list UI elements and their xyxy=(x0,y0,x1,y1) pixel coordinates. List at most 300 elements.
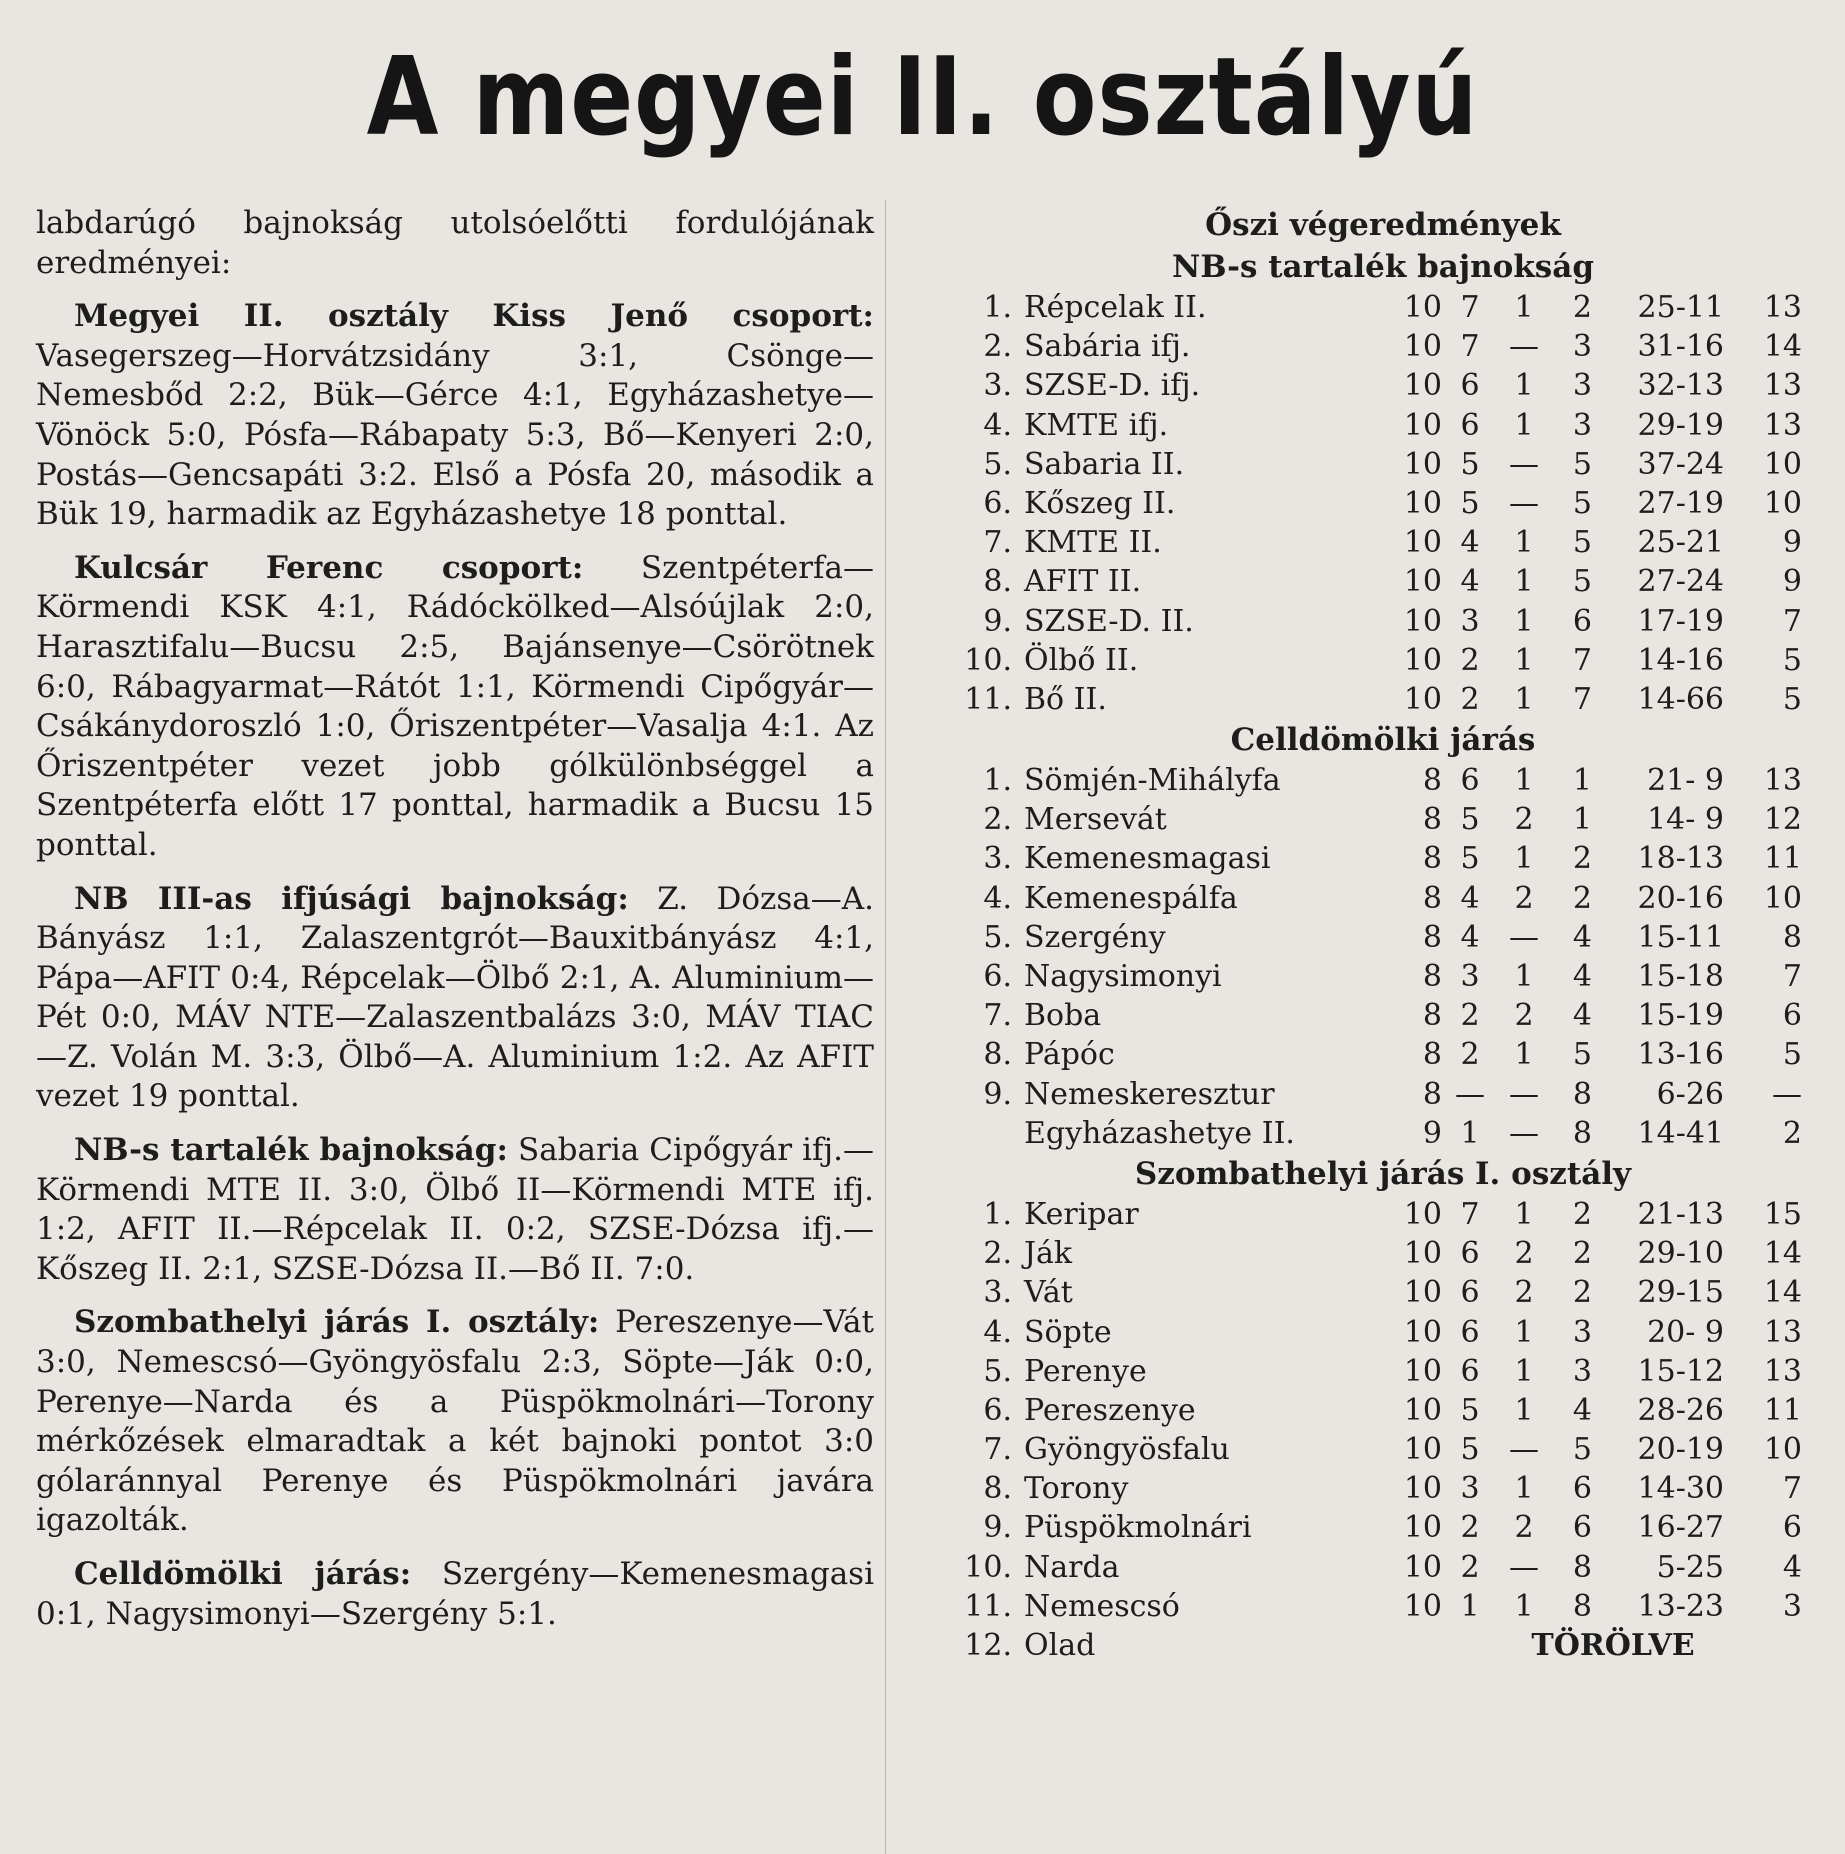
article-paragraph xyxy=(36,204,874,283)
cell-l: 2 xyxy=(1572,880,1592,916)
cell-goals: 29-19 xyxy=(1637,407,1724,443)
paragraph-text: Pereszenye—Vát 3:0, Nemescsó—Gyöngyösfalu 2:3, Söpte—Ják 0:0, Perenye—Narda és a Püspökmolnári—Torony mérkőzések elmaradtak a két bajnoki pontot 3:0 gólaránnyal Perenye és Püspökmolnári javára igazolták. xyxy=(36,1304,874,1539)
cell-m: 10 xyxy=(1403,1432,1442,1468)
table-row xyxy=(948,523,1818,562)
cell-w: 6 xyxy=(1460,763,1480,799)
cell-w: 2 xyxy=(1460,1510,1480,1546)
cell-note: TÖRÖLVE xyxy=(1531,1628,1695,1663)
cell-w: 2 xyxy=(1460,1549,1480,1585)
cell-d: — xyxy=(1509,1549,1539,1585)
cell-rank: 4. xyxy=(983,1314,1012,1350)
table-row xyxy=(948,1234,1818,1273)
cell-team: Ölbő II. xyxy=(1024,642,1139,678)
cell-rank: 4. xyxy=(983,407,1012,443)
cell-m: 8 xyxy=(1422,919,1442,955)
article-paragraph xyxy=(36,549,874,866)
cell-l: 6 xyxy=(1572,1510,1592,1546)
cell-rank: 7. xyxy=(983,1432,1012,1468)
cell-l: 2 xyxy=(1572,1196,1592,1232)
cell-goals: 14-30 xyxy=(1637,1471,1724,1507)
paragraph-heading: Kulcsár Ferenc csoport: xyxy=(74,549,584,586)
cell-l: 8 xyxy=(1572,1115,1592,1151)
cell-w: 2 xyxy=(1460,998,1480,1034)
cell-l: 8 xyxy=(1572,1549,1592,1585)
cell-m: 10 xyxy=(1403,1588,1442,1624)
cell-l: 3 xyxy=(1572,1314,1592,1350)
cell-pts: 10 xyxy=(1763,880,1802,916)
table-row xyxy=(948,562,1818,601)
cell-pts: 5 xyxy=(1782,1037,1802,1073)
cell-pts: 6 xyxy=(1782,1510,1802,1546)
cell-d: — xyxy=(1509,1432,1539,1468)
cell-team: Kemenespálfa xyxy=(1024,880,1238,916)
cell-m: 10 xyxy=(1403,1392,1442,1428)
cell-m: 10 xyxy=(1403,642,1442,678)
cell-d: 1 xyxy=(1514,407,1534,443)
cell-team: Torony xyxy=(1024,1471,1129,1507)
cell-d: — xyxy=(1509,1076,1539,1112)
table-row xyxy=(948,1195,1818,1234)
headline: A megyei II. osztályú xyxy=(366,35,1479,160)
cell-goals: 28-26 xyxy=(1637,1392,1724,1428)
cell-m: 8 xyxy=(1422,1037,1442,1073)
cell-pts: 13 xyxy=(1763,1314,1802,1350)
cell-rank: 8. xyxy=(983,1471,1012,1507)
cell-pts: 10 xyxy=(1763,485,1802,521)
cell-goals: 6-26 xyxy=(1656,1076,1724,1112)
cell-l: 4 xyxy=(1572,919,1592,955)
cell-pts: 5 xyxy=(1782,642,1802,678)
cell-team: Répcelak II. xyxy=(1024,290,1207,325)
cell-rank: 3. xyxy=(983,841,1012,877)
cell-m: 10 xyxy=(1403,1275,1442,1311)
cell-m: 10 xyxy=(1403,368,1442,404)
paragraph-heading: Celldömölki járás: xyxy=(74,1556,412,1592)
cell-l: 2 xyxy=(1572,1275,1592,1311)
cell-l: 1 xyxy=(1572,763,1592,799)
cell-m: 10 xyxy=(1403,1353,1442,1389)
cell-l: 5 xyxy=(1572,1037,1592,1073)
cell-w: 4 xyxy=(1460,919,1480,955)
table-row xyxy=(948,957,1818,996)
paragraph-heading: NB III-as ifjúsági bajnokság: xyxy=(74,880,629,917)
cell-rank: 3. xyxy=(983,1275,1012,1311)
table-row xyxy=(948,1035,1818,1074)
cell-d: 1 xyxy=(1514,1037,1534,1073)
cell-goals: 21-13 xyxy=(1637,1196,1724,1232)
cell-m: 10 xyxy=(1403,1549,1442,1585)
cell-rank: 6. xyxy=(983,959,1012,994)
cell-goals: 15-12 xyxy=(1637,1353,1724,1389)
cell-l: 2 xyxy=(1572,290,1592,325)
cell-goals: 27-19 xyxy=(1637,485,1724,521)
table-row xyxy=(948,327,1818,366)
cell-w: 3 xyxy=(1460,1471,1480,1507)
standings-heading: Őszi végeredmények xyxy=(1205,207,1561,243)
cell-m: 8 xyxy=(1422,880,1442,916)
cell-team: Püspökmolnári xyxy=(1024,1510,1252,1546)
cell-m: 10 xyxy=(1403,564,1442,600)
cell-team: KMTE ifj. xyxy=(1024,407,1169,443)
cell-team: Szergény xyxy=(1024,919,1166,955)
table-row xyxy=(948,996,1818,1035)
cell-m: 10 xyxy=(1403,525,1442,561)
paragraph-text: Z. Dózsa—A. Bányász 1:1, Zalaszentgrót—Bauxitbányász 4:1, Pápa—AFIT 0:4, Répcelak—Ölbő 2:1, A. Aluminium—Pét 0:0, MÁV NTE—Zalaszentbalázs 3:0, MÁV TIAC—Z. Volán M. 3:3, Ölbő—A. Aluminium 1:2. Az AFIT vezet 19 ponttal. xyxy=(36,880,874,1115)
table-row xyxy=(948,839,1818,878)
cell-m: 8 xyxy=(1422,1076,1442,1112)
cell-goals: 13-16 xyxy=(1637,1037,1724,1073)
cell-m: 10 xyxy=(1403,1196,1442,1232)
table-row xyxy=(948,602,1818,641)
cell-w: 1 xyxy=(1460,1115,1480,1151)
cell-w: 4 xyxy=(1460,564,1480,600)
article-paragraph xyxy=(36,1555,874,1634)
cell-d: 1 xyxy=(1514,1588,1534,1624)
cell-goals: 25-11 xyxy=(1637,290,1724,325)
cell-d: 1 xyxy=(1514,959,1534,994)
cell-d: — xyxy=(1509,1115,1539,1151)
cell-d: 1 xyxy=(1514,1314,1534,1350)
cell-rank: 5. xyxy=(983,1353,1012,1389)
cell-w: 6 xyxy=(1460,1353,1480,1389)
paragraph-text: labdarúgó bajnokság utolsóelőtti fordulójának eredményei: xyxy=(36,205,874,281)
cell-goals: 25-21 xyxy=(1637,525,1724,561)
cell-m: 8 xyxy=(1422,802,1442,838)
cell-pts: 14 xyxy=(1763,1236,1802,1272)
cell-l: 3 xyxy=(1572,329,1592,365)
cell-rank: 1. xyxy=(983,763,1012,799)
cell-d: 2 xyxy=(1514,802,1534,838)
group-title: NB-s tartalék bajnokság xyxy=(1171,249,1595,285)
cell-w: 3 xyxy=(1460,959,1480,994)
cell-team: Sabária ifj. xyxy=(1024,329,1191,365)
cell-rank: 3. xyxy=(983,368,1012,404)
cell-goals: 20- 9 xyxy=(1647,1314,1724,1350)
cell-m: 10 xyxy=(1403,1314,1442,1350)
table-row xyxy=(948,288,1818,327)
cell-rank: 9. xyxy=(983,603,1012,639)
cell-m: 8 xyxy=(1422,841,1442,877)
standings-column xyxy=(948,204,1818,1665)
paragraph-text: Sabaria Cipőgyár ifj.—Körmendi MTE II. 3:0, Ölbő II—Körmendi MTE ifj. 1:2, AFIT II.—Répcelak II. 0:2, SZSE-Dózsa ifj.—Kőszeg II. 2:1, SZSE-Dózsa II.—Bő II. 7:0. xyxy=(36,1132,874,1287)
cell-d: 2 xyxy=(1514,998,1534,1034)
cell-d: 2 xyxy=(1514,1275,1534,1311)
cell-d: 1 xyxy=(1514,681,1534,717)
group-title: Celldömölki járás xyxy=(1230,722,1536,759)
cell-pts: 13 xyxy=(1763,407,1802,443)
cell-m: 10 xyxy=(1403,681,1442,717)
cell-m: 10 xyxy=(1403,485,1442,521)
cell-rank: 10. xyxy=(964,642,1012,678)
cell-team: Kemenesmagasi xyxy=(1024,841,1271,877)
cell-team: AFIT II. xyxy=(1024,564,1142,600)
group-title: Szombathelyi járás I. osztály xyxy=(1134,1155,1632,1192)
cell-team: Söpte xyxy=(1024,1314,1112,1350)
cell-l: 3 xyxy=(1572,1353,1592,1389)
cell-rank: 6. xyxy=(983,485,1012,521)
table-row xyxy=(948,680,1818,719)
cell-goals: 15-18 xyxy=(1637,959,1724,994)
cell-d: 1 xyxy=(1514,1471,1534,1507)
cell-pts: 12 xyxy=(1763,802,1802,838)
cell-rank: 11. xyxy=(964,681,1012,717)
cell-w: 7 xyxy=(1460,1196,1480,1232)
cell-rank: 10. xyxy=(964,1549,1012,1585)
cell-l: 1 xyxy=(1572,802,1592,838)
cell-pts: 10 xyxy=(1763,446,1802,482)
table-row xyxy=(948,1273,1818,1312)
table-row xyxy=(948,1626,1818,1665)
table-row xyxy=(948,800,1818,839)
cell-rank: 8. xyxy=(983,564,1012,600)
cell-w: 3 xyxy=(1460,603,1480,639)
cell-l: 2 xyxy=(1572,1236,1592,1272)
table-row xyxy=(948,445,1818,484)
cell-team: Nemescsó xyxy=(1024,1588,1180,1624)
cell-pts: 6 xyxy=(1782,998,1802,1034)
cell-pts: 7 xyxy=(1782,603,1802,639)
cell-rank: 5. xyxy=(983,446,1012,482)
cell-d: — xyxy=(1509,919,1539,955)
cell-team: Nagysimonyi xyxy=(1024,959,1222,994)
table-row xyxy=(948,1313,1818,1352)
cell-d: 1 xyxy=(1514,1353,1534,1389)
cell-rank: 2. xyxy=(983,802,1012,838)
results-article xyxy=(36,204,874,1648)
cell-w: 5 xyxy=(1460,1392,1480,1428)
cell-pts: 5 xyxy=(1782,681,1802,717)
cell-rank: 11. xyxy=(964,1588,1012,1624)
cell-team: Sabaria II. xyxy=(1024,446,1185,482)
table-row xyxy=(948,879,1818,918)
cell-d: 1 xyxy=(1514,564,1534,600)
cell-pts: 9 xyxy=(1782,564,1802,600)
cell-team: SZSE-D. ifj. xyxy=(1024,368,1201,404)
cell-l: 5 xyxy=(1572,564,1592,600)
cell-rank: 6. xyxy=(983,1392,1012,1428)
cell-goals: 29-10 xyxy=(1637,1236,1724,1272)
cell-team: Sömjén-Mihályfa xyxy=(1024,763,1281,799)
table-row xyxy=(948,1430,1818,1469)
paragraph-text: Szentpéterfa—Körmendi KSK 4:1, Rádóckölked—Alsóújlak 2:0, Harasztifalu—Bucsu 2:5, Bajánsenye—Csörötnek 6:0, Rábagyarmat—Rátót 1:1, Körmendi Cipőgyár—Csákánydoroszló 1:0, Őriszentpéter—Vasalja 4:1. Az Őriszentpéter vezet jobb gólkülönbséggel a Szentpéterfa előtt 17 ponttal, harmadik a Bucsu 15 ponttal. xyxy=(36,549,874,863)
cell-d: 1 xyxy=(1514,368,1534,404)
table-row xyxy=(948,918,1818,957)
cell-l: 5 xyxy=(1572,525,1592,561)
article-paragraph xyxy=(36,297,874,535)
cell-rank: 2. xyxy=(983,329,1012,365)
cell-w: 5 xyxy=(1460,802,1480,838)
cell-l: 8 xyxy=(1572,1588,1592,1624)
cell-d: — xyxy=(1509,446,1539,482)
cell-rank: 1. xyxy=(983,1196,1012,1232)
cell-pts: 15 xyxy=(1763,1196,1802,1232)
cell-d: 1 xyxy=(1514,525,1534,561)
cell-w: 6 xyxy=(1460,1236,1480,1272)
cell-w: 5 xyxy=(1460,446,1480,482)
paragraph-text: Szergény—Kemenesmagasi 0:1, Nagysimonyi—Szergény 5:1. xyxy=(36,1556,874,1632)
cell-d: 1 xyxy=(1514,603,1534,639)
cell-w: 7 xyxy=(1460,329,1480,365)
cell-w: 5 xyxy=(1460,485,1480,521)
cell-d: 2 xyxy=(1514,880,1534,916)
cell-pts: 3 xyxy=(1782,1588,1802,1624)
cell-goals: 15-11 xyxy=(1637,919,1724,955)
cell-goals: 21- 9 xyxy=(1647,763,1724,799)
cell-goals: 5-25 xyxy=(1656,1549,1724,1585)
article-paragraph xyxy=(36,1131,874,1289)
cell-pts: 10 xyxy=(1763,1432,1802,1468)
cell-pts: 7 xyxy=(1782,1471,1802,1507)
cell-pts: 9 xyxy=(1782,525,1802,561)
cell-d: 1 xyxy=(1514,763,1534,799)
table-row xyxy=(948,1508,1818,1547)
cell-d: 2 xyxy=(1514,1236,1534,1272)
cell-m: 10 xyxy=(1403,1510,1442,1546)
cell-team: Ják xyxy=(1024,1236,1073,1272)
cell-w: 6 xyxy=(1460,368,1480,404)
cell-pts: 7 xyxy=(1782,959,1802,994)
cell-d: — xyxy=(1509,485,1539,521)
cell-team: Keripar xyxy=(1024,1196,1139,1232)
table-row xyxy=(948,1469,1818,1508)
cell-l: 6 xyxy=(1572,1471,1592,1507)
cell-l: 5 xyxy=(1572,1432,1592,1468)
cell-goals: 14- 9 xyxy=(1647,802,1724,838)
cell-w: 6 xyxy=(1460,1314,1480,1350)
cell-pts: 13 xyxy=(1763,763,1802,799)
cell-pts: 8 xyxy=(1782,919,1802,955)
cell-rank: 4. xyxy=(983,880,1012,916)
cell-d: 1 xyxy=(1514,1196,1534,1232)
table-row xyxy=(948,1114,1818,1153)
table-row xyxy=(948,1587,1818,1626)
cell-l: 4 xyxy=(1572,1392,1592,1428)
cell-goals: 20-16 xyxy=(1637,880,1724,916)
cell-l: 5 xyxy=(1572,446,1592,482)
cell-m: 9 xyxy=(1422,1115,1442,1151)
cell-goals: 17-19 xyxy=(1637,603,1724,639)
cell-team: Pereszenye xyxy=(1024,1392,1196,1428)
cell-w: 4 xyxy=(1460,880,1480,916)
cell-d: 1 xyxy=(1514,290,1534,325)
cell-d: 1 xyxy=(1514,642,1534,678)
cell-team: Kőszeg II. xyxy=(1024,485,1176,521)
cell-rank: 1. xyxy=(983,290,1012,325)
cell-l: 7 xyxy=(1572,681,1592,717)
cell-l: 4 xyxy=(1572,998,1592,1034)
cell-team: Gyöngyösfalu xyxy=(1024,1432,1230,1468)
cell-team: KMTE II. xyxy=(1024,525,1162,561)
cell-m: 10 xyxy=(1403,329,1442,365)
cell-w: 2 xyxy=(1460,681,1480,717)
cell-rank: 5. xyxy=(983,919,1012,955)
cell-goals: 29-15 xyxy=(1637,1275,1724,1311)
cell-w: 6 xyxy=(1460,407,1480,443)
paragraph-heading: Szombathelyi járás I. osztály: xyxy=(74,1304,600,1341)
cell-rank: 7. xyxy=(983,998,1012,1034)
cell-team: Olad xyxy=(1024,1628,1096,1663)
cell-w: 5 xyxy=(1460,841,1480,877)
cell-d: 1 xyxy=(1514,1392,1534,1428)
table-row xyxy=(948,484,1818,523)
cell-team: SZSE-D. II. xyxy=(1024,603,1194,639)
cell-l: 3 xyxy=(1572,407,1592,443)
cell-team: Nemeskeresztur xyxy=(1024,1076,1275,1112)
cell-team: Egyházashetye II. xyxy=(1024,1115,1295,1151)
paragraph-heading: Megyei II. osztály Kiss Jenő csoport: xyxy=(74,298,874,335)
cell-w: 4 xyxy=(1460,525,1480,561)
cell-w: 6 xyxy=(1460,1275,1480,1311)
cell-goals: 14-41 xyxy=(1637,1115,1724,1151)
cell-l: 3 xyxy=(1572,368,1592,404)
cell-d: 1 xyxy=(1514,841,1534,877)
table-row xyxy=(948,1548,1818,1587)
cell-pts: 13 xyxy=(1763,1353,1802,1389)
cell-team: Bő II. xyxy=(1024,681,1107,717)
cell-pts: 4 xyxy=(1782,1549,1802,1585)
table-row xyxy=(948,1352,1818,1391)
cell-goals: 16-27 xyxy=(1637,1510,1724,1546)
cell-l: 8 xyxy=(1572,1076,1592,1112)
cell-m: 10 xyxy=(1403,1471,1442,1507)
cell-team: Boba xyxy=(1024,998,1102,1034)
cell-m: 10 xyxy=(1403,290,1442,325)
cell-rank: 9. xyxy=(983,1510,1012,1546)
cell-m: 10 xyxy=(1403,1236,1442,1272)
cell-pts: — xyxy=(1772,1076,1802,1112)
cell-team: Vát xyxy=(1024,1275,1073,1311)
cell-l: 4 xyxy=(1572,959,1592,994)
paragraph-heading: NB-s tartalék bajnokság: xyxy=(74,1132,508,1169)
cell-goals: 20-19 xyxy=(1637,1432,1724,1468)
cell-goals: 27-24 xyxy=(1637,564,1724,600)
article-paragraph xyxy=(36,880,874,1118)
table-row xyxy=(948,641,1818,680)
cell-l: 5 xyxy=(1572,485,1592,521)
table-row xyxy=(948,761,1818,800)
cell-pts: 2 xyxy=(1782,1115,1802,1151)
cell-m: 8 xyxy=(1422,763,1442,799)
cell-rank: 9. xyxy=(983,1076,1012,1112)
cell-l: 2 xyxy=(1572,841,1592,877)
cell-m: 10 xyxy=(1403,407,1442,443)
cell-team: Narda xyxy=(1024,1549,1120,1585)
cell-pts: 13 xyxy=(1763,290,1802,325)
column-divider xyxy=(885,200,886,1854)
cell-pts: 14 xyxy=(1763,329,1802,365)
cell-l: 7 xyxy=(1572,642,1592,678)
cell-team: Mersevát xyxy=(1024,802,1167,838)
cell-goals: 18-13 xyxy=(1637,841,1724,877)
cell-pts: 14 xyxy=(1763,1275,1802,1311)
cell-goals: 32-13 xyxy=(1637,368,1724,404)
cell-team: Perenye xyxy=(1024,1353,1147,1389)
cell-w: 1 xyxy=(1460,1588,1480,1624)
cell-l: 6 xyxy=(1572,603,1592,639)
cell-goals: 15-19 xyxy=(1637,998,1724,1034)
cell-rank: 12. xyxy=(964,1628,1012,1663)
cell-rank: 7. xyxy=(983,525,1012,561)
cell-m: 8 xyxy=(1422,959,1442,994)
cell-pts: 11 xyxy=(1763,1392,1802,1428)
cell-w: 2 xyxy=(1460,1037,1480,1073)
cell-rank: 2. xyxy=(983,1236,1012,1272)
cell-goals: 37-24 xyxy=(1637,446,1724,482)
cell-w: 2 xyxy=(1460,642,1480,678)
paragraph-text: Vasegerszeg—Horvátzsidány 3:1, Csönge—Nemesbőd 2:2, Bük—Gérce 4:1, Egyházashetye—Vönöck 5:0, Pósfa—Rábapaty 5:3, Bő—Kenyeri 2:0, Postás—Gencsapáti 3:2. Első a Pósfa 20, második a Bük 19, harmadik az Egyházashetye 18 ponttal. xyxy=(36,337,874,533)
cell-m: 8 xyxy=(1422,998,1442,1034)
cell-m: 10 xyxy=(1403,446,1442,482)
